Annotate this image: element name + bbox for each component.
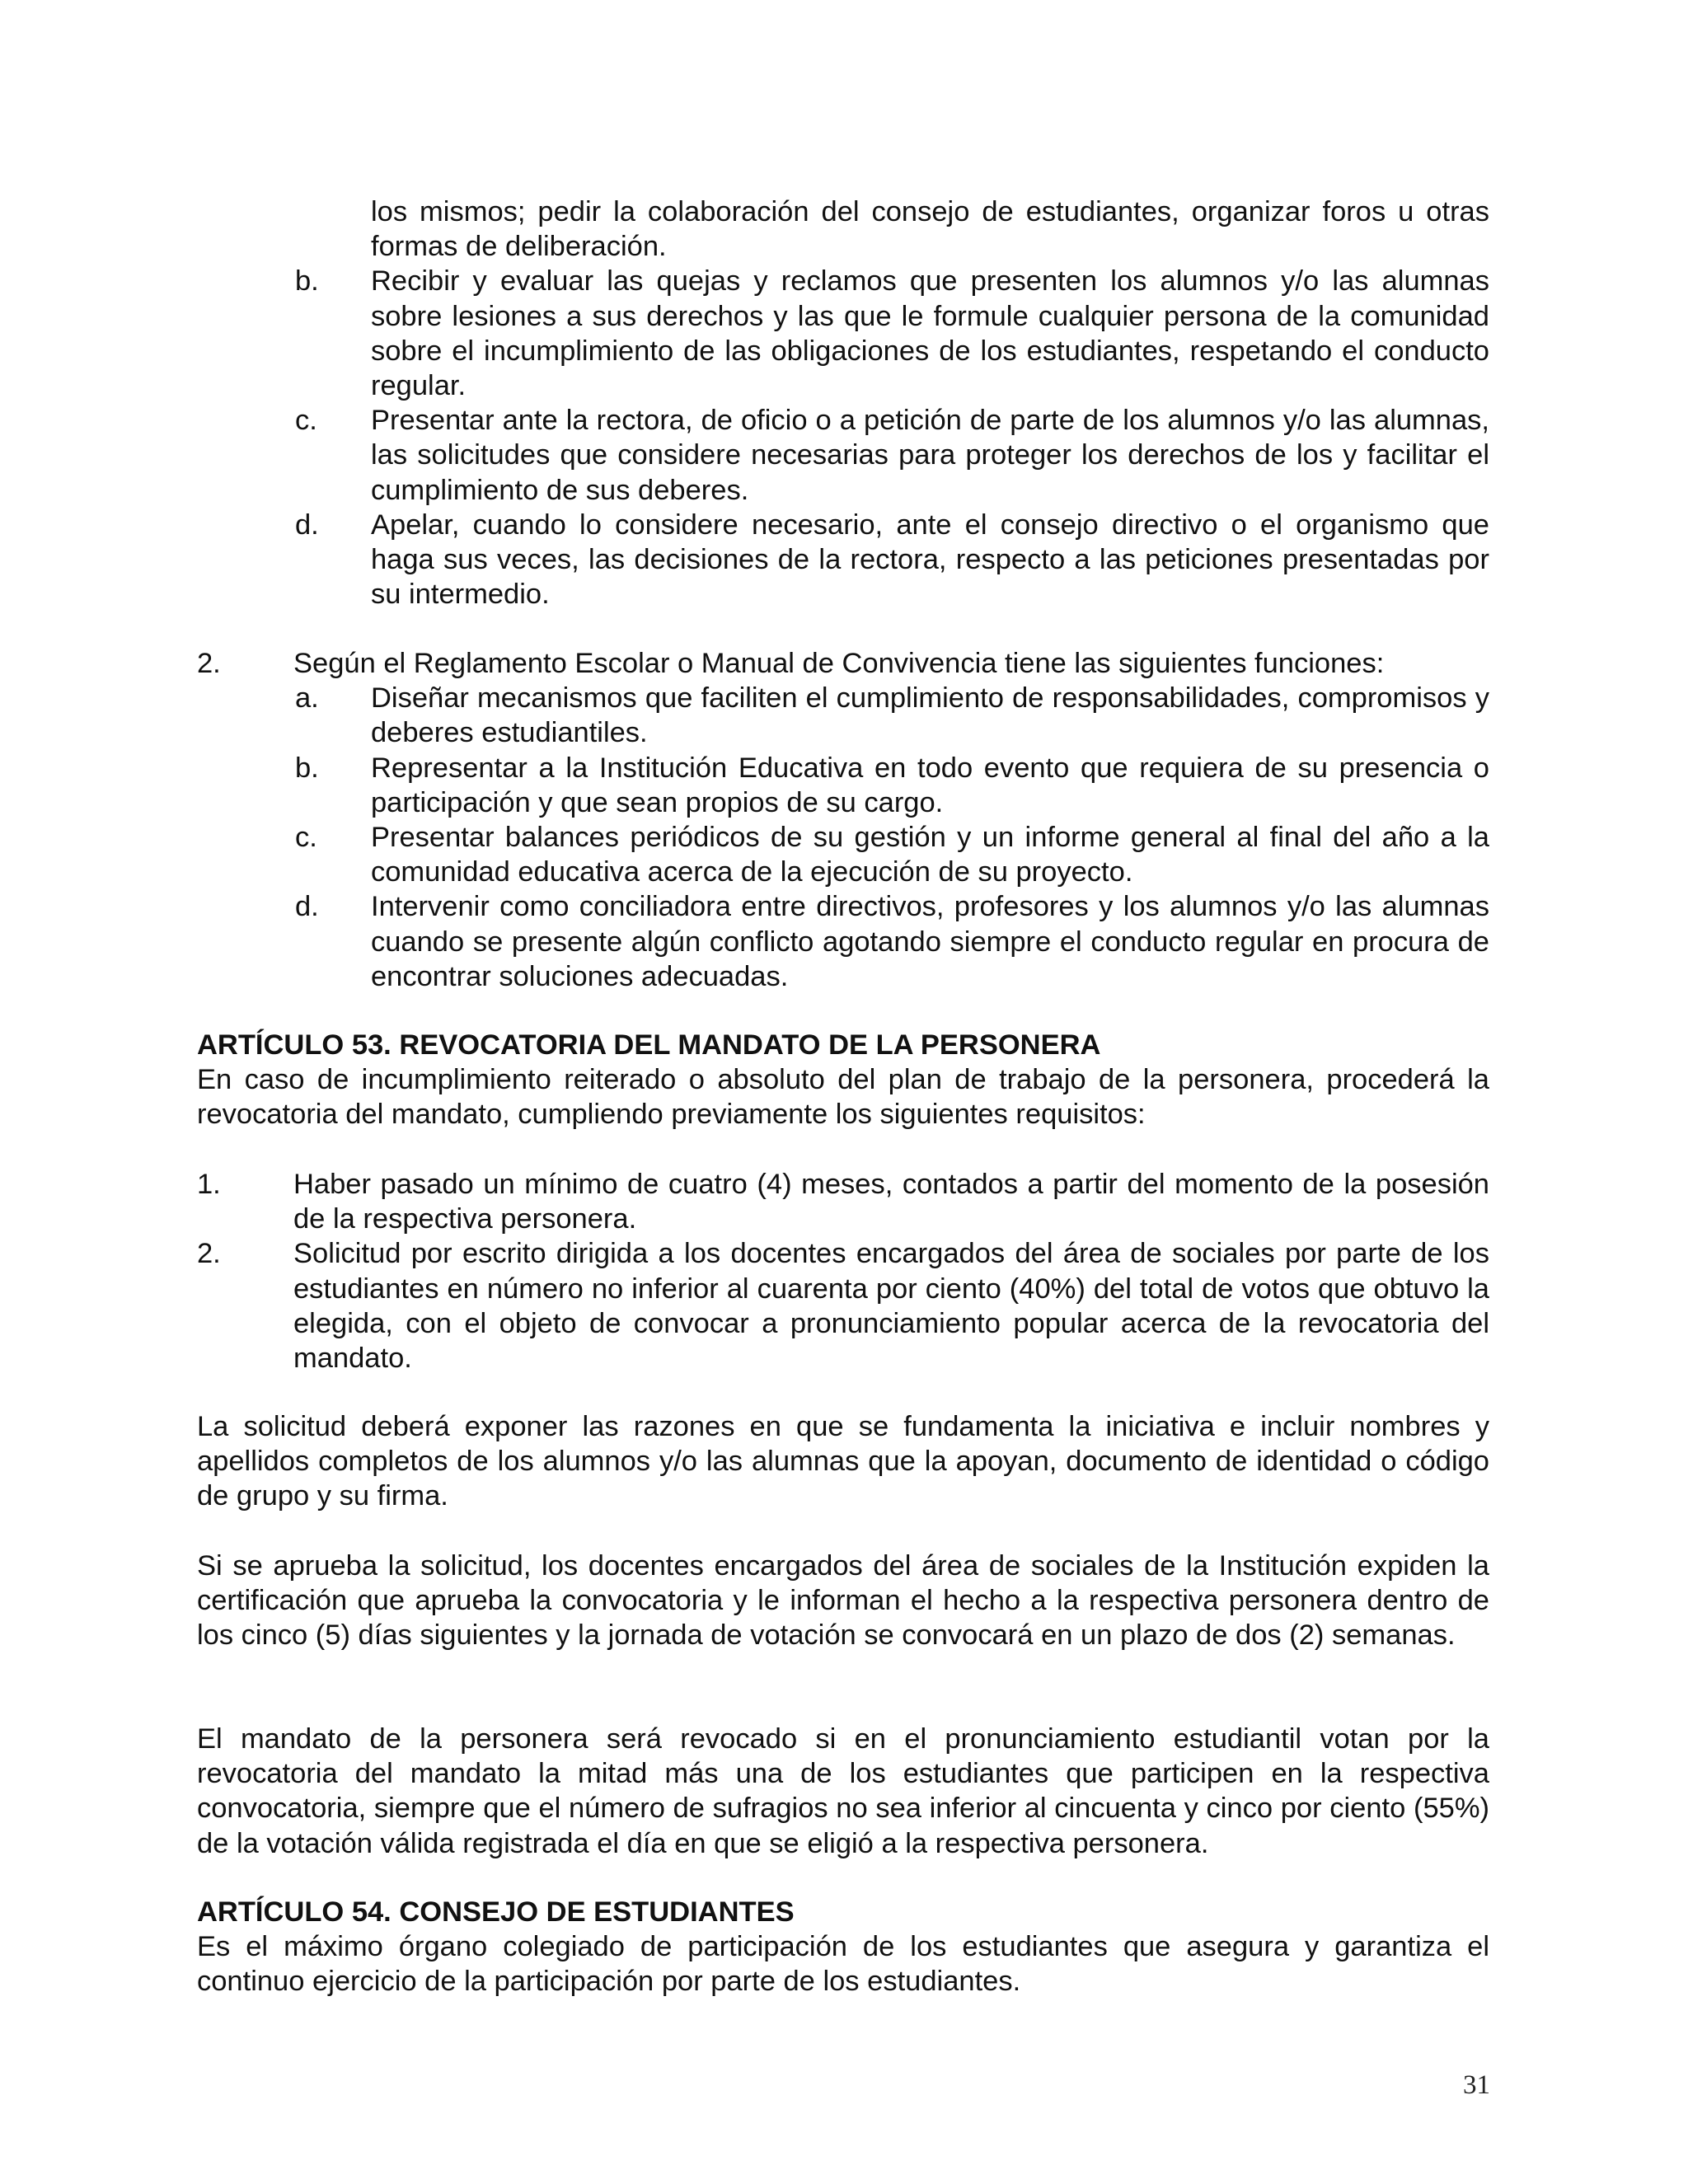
requirement-text: Solicitud por escrito dirigida a los docentes encargados del área de sociales por parte de los estudiantes en número no inferior al cuarenta por ciento (40%) del total de votos que obtuvo la elegida, con el objeto de convocar a pronunciamiento popular acerca de la revocatoria del mandato. (293, 1238, 1489, 1375)
continuation-text-body: los mismos; pedir la colaboración del consejo de estudiantes, organizar foros u otras formas de deliberación. (371, 196, 1489, 263)
list-item-text: Intervenir como conciliadora entre directivos, profesores y los alumnos y/o las alumnas cuando se presente algún conflicto agotando siempre el conducto regular en procura de encontrar soluciones adecuadas. (371, 891, 1489, 992)
list-item-text: Recibir y evaluar las quejas y reclamos que presenten los alumnos y/o las alumnas sobre lesiones a sus derechos y las que le formule cualquier persona de la comunidad sobre el incumplimiento de las obligaciones de los estudiantes, respetando el conducto regular. (371, 265, 1489, 402)
list-marker: a. (295, 682, 319, 715)
requirement-2 (197, 1236, 1489, 1376)
continuation-list (197, 194, 1489, 612)
numbered-item-text: Según el Reglamento Escolar o Manual de Convivencia tiene las siguientes funciones: (293, 648, 1385, 679)
list-marker: c. (295, 405, 317, 437)
continuation-text (197, 194, 1489, 264)
list-marker: b. (295, 265, 319, 298)
article-53-heading: ARTÍCULO 53. REVOCATORIA DEL MANDATO DE LA PERSONERA (197, 1029, 1101, 1061)
list-item-b (197, 264, 1489, 403)
list-marker: c. (295, 822, 317, 854)
paragraph-revocado: El mandato de la personera será revocado si en el pronunciamiento estudiantil votan por la revocatoria del mandato la mitad más una de los estudiantes que participen en la respectiva convocatoria, siempre que el número de sufragios no sea inferior al cincuenta y cinco por ciento (55%) de la votación válida registrada el día en que se eligió a la respectiva personera. (197, 1723, 1489, 1859)
list-marker: 2. (197, 648, 221, 679)
functions-section (197, 646, 1489, 994)
article-53 (197, 1028, 1489, 1132)
list-item-text: Presentar balances periódicos de su gestión y un informe general al final del año a la comunidad educativa acerca de la ejecución de su proyecto. (371, 822, 1489, 888)
list-item-text: Diseñar mecanismos que faciliten el cumplimiento de responsabilidades, compromisos y deberes estudiantiles. (371, 682, 1489, 749)
page-number: 31 (1463, 2070, 1490, 2100)
numbered-item-2 (197, 646, 1489, 681)
list-marker: d. (295, 891, 319, 923)
function-item-a (197, 681, 1489, 750)
function-item-b (197, 751, 1489, 820)
list-marker: 2. (197, 1238, 221, 1270)
article-54 (197, 1895, 1489, 1999)
article-54-text: Es el máximo órgano colegiado de participación de los estudiantes que asegura y garantiza el continuo ejercicio de la participación por parte de los estudiantes. (197, 1931, 1489, 1998)
list-item-text: Presentar ante la rectora, de oficio o a petición de parte de los alumnos y/o las alumnas, las solicitudes que considere necesarias para proteger los derechos de los y facilitar el cumplimiento de sus deberes. (371, 405, 1489, 506)
function-item-c (197, 820, 1489, 889)
article-53-intro: En caso de incumplimiento reiterado o absoluto del plan de trabajo de la personera, procederá la revocatoria del mandato, cumpliendo previamente los siguientes requisitos: (197, 1064, 1489, 1131)
paragraph-aprobacion: Si se aprueba la solicitud, los docentes encargados del área de sociales de la Institución expiden la certificación que aprueba la convocatoria y le informan el hecho a la respectiva personera dentro de los cinco (5) días siguientes y la jornada de votación se convocará en un plazo de dos (2) semanas. (197, 1550, 1489, 1652)
list-marker: 1. (197, 1169, 221, 1200)
paragraph-solicitud: La solicitud deberá exponer las razones en que se fundamenta la iniciativa e incluir nombres y apellidos completos de los alumnos y/o las alumnas que la apoyan, documento de identidad o código de grupo y su firma. (197, 1411, 1489, 1512)
list-marker: b. (295, 752, 319, 784)
list-item-text: Apelar, cuando lo considere necesario, ante el consejo directivo o el organismo que haga sus veces, las decisiones de la rectora, respecto a las peticiones presentadas por su intermedio. (371, 509, 1489, 611)
list-item-d (197, 508, 1489, 612)
article-53-requirements (197, 1167, 1489, 1376)
list-item-text: Representar a la Institución Educativa en todo evento que requiera de su presencia o participación y que sean propios de su cargo. (371, 752, 1489, 818)
list-marker: d. (295, 509, 319, 541)
requirement-text: Haber pasado un mínimo de cuatro (4) meses, contados a partir del momento de la posesión de la respectiva personera. (293, 1169, 1489, 1235)
article-54-heading: ARTÍCULO 54. CONSEJO DE ESTUDIANTES (197, 1896, 795, 1928)
list-item-c (197, 403, 1489, 508)
requirement-1 (197, 1167, 1489, 1236)
function-item-d (197, 889, 1489, 994)
